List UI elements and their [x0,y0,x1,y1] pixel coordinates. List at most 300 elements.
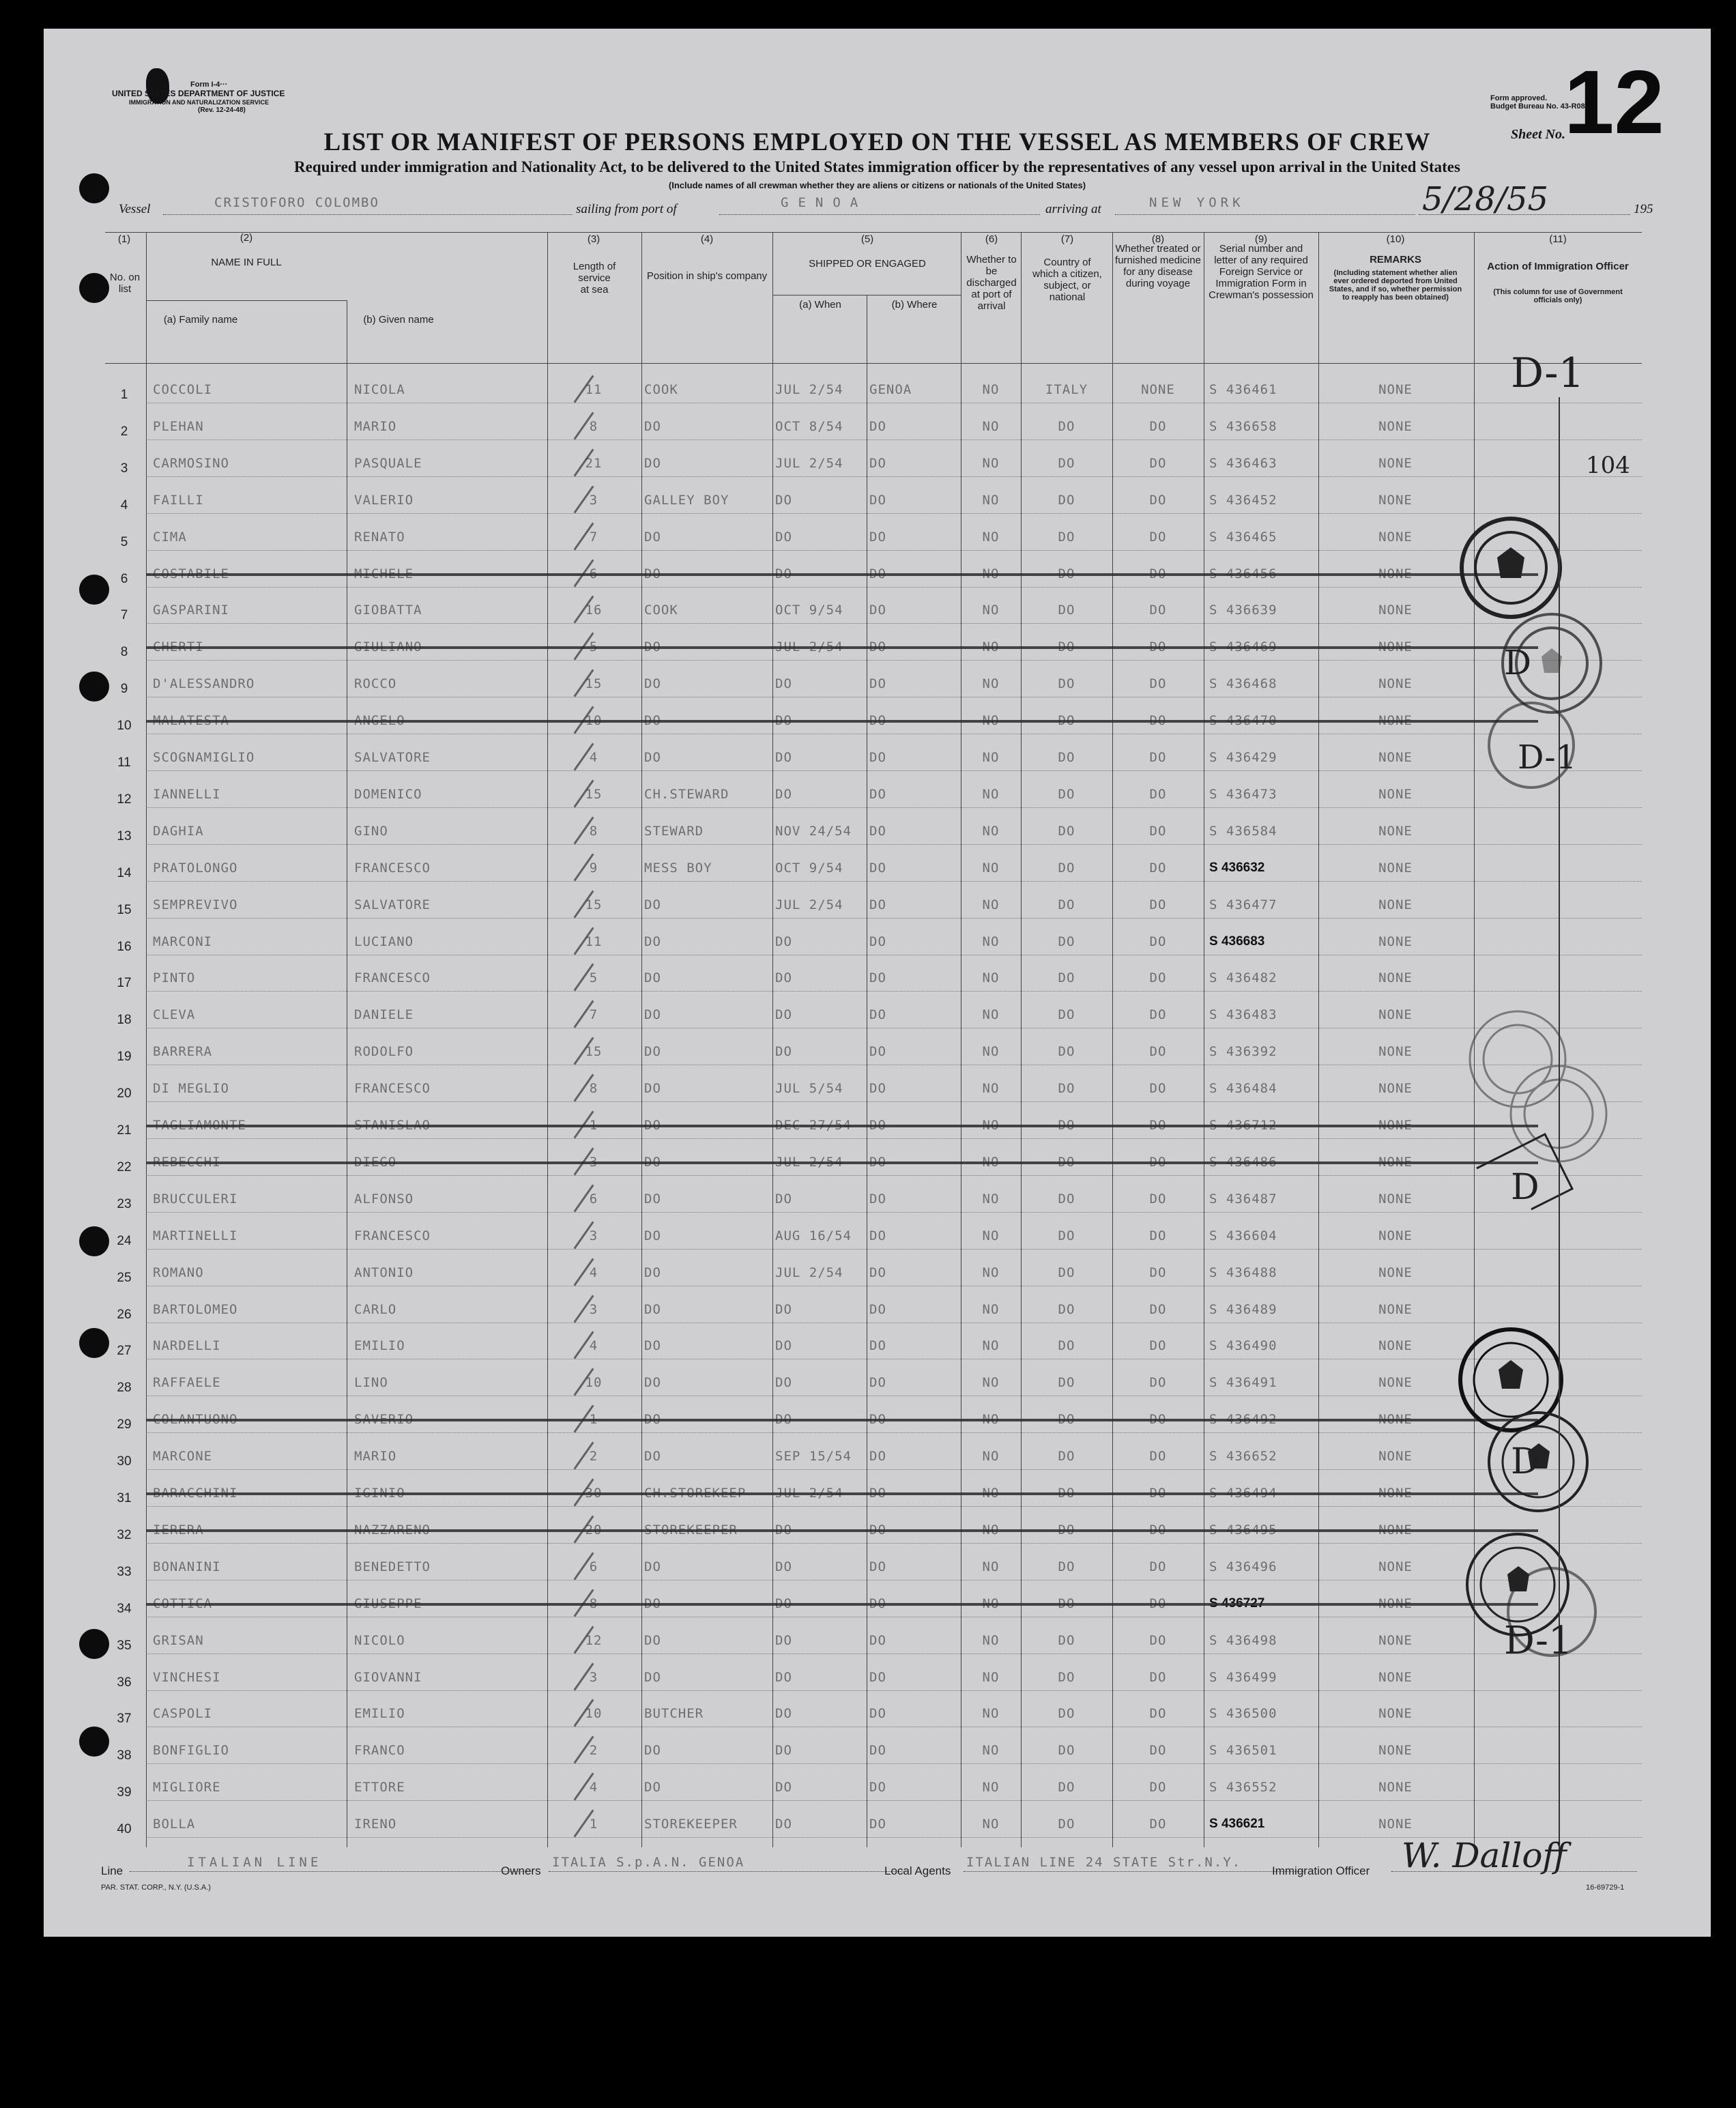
cell-rem: NONE [1378,1301,1413,1317]
cell-pos: MESS BOY [644,860,712,876]
row-number: 29 [117,1417,132,1432]
row-rule [146,807,1642,808]
cell-dis: NO [982,455,1000,471]
cell-when: DO [775,492,792,508]
col5-header: SHIPPED OR ENGAGED [809,258,926,270]
cell-rem: NONE [1378,1706,1413,1722]
col2-header: NAME IN FULL [211,257,282,268]
cell-dis: NO [982,897,1000,912]
cell-giv: LUCIANO [354,934,414,949]
cell-where: DO [869,603,886,618]
cell-med: DO [1149,1228,1167,1243]
cell-len: 11 [585,382,603,397]
cell-med: DO [1149,1780,1167,1795]
printer-imprint: PAR. STAT. CORP., N.Y. (U.S.A.) [101,1883,211,1892]
row-rule [146,1800,1642,1801]
row-rule [146,660,1642,661]
cell-ser: S 436465 [1209,529,1277,545]
cell-where: DO [869,1044,886,1060]
cell-giv: FRANCO [354,1743,405,1759]
cell-where: DO [869,1228,886,1243]
annotation-d-mid2: D-1 [1518,738,1577,777]
cell-giv: NICOLO [354,1632,405,1648]
port-underline [719,214,1040,215]
row-rule [146,550,1642,551]
cell-fam: BARRERA [153,1044,213,1060]
cell-where: DO [869,970,886,986]
cell-when: DO [775,1559,792,1574]
cell-giv: LINO [354,1375,388,1391]
cell-med: DO [1149,970,1167,986]
cell-when: DO [775,1817,792,1832]
cell-med: DO [1149,860,1167,876]
row-number: 20 [117,1086,132,1101]
row-rule [146,881,1642,882]
cell-med: DO [1149,1301,1167,1317]
row-rule [146,1763,1642,1764]
cell-where: DO [869,1559,886,1574]
row-rule [146,1469,1642,1470]
cell-fam: GRISAN [153,1632,204,1648]
cell-len: 4 [589,750,598,765]
cell-ser: S 436491 [1209,1375,1277,1391]
cell-fam: SEMPREVIVO [153,897,238,912]
cell-pos: COOK [644,382,678,397]
cell-len: 5 [589,970,598,986]
cell-where: DO [869,529,886,545]
cell-pos: DO [644,1228,661,1243]
cell-med: DO [1149,1632,1167,1648]
row-number: 28 [117,1381,132,1396]
cell-len: 6 [589,1559,598,1574]
cell-when: DO [775,1669,792,1685]
row-number: 17 [117,976,132,991]
cell-fam: DI MEGLIO [153,1081,229,1097]
cell-len: 2 [589,1449,598,1464]
cell-rem: NONE [1378,860,1413,876]
cell-len: 15 [585,1044,603,1060]
cell-rem: NONE [1378,1817,1413,1832]
col9-number: (9) [1254,233,1268,245]
cell-pos: COOK [644,603,678,618]
cell-when: DO [775,786,792,802]
cell-len: 15 [585,897,603,912]
cell-med: DO [1149,1743,1167,1759]
cell-cty: DO [1058,1338,1075,1354]
cell-ser: S 436621 [1209,1817,1265,1832]
cell-dis: NO [982,1632,1000,1648]
cell-cty: DO [1058,1559,1075,1574]
cell-dis: NO [982,970,1000,986]
annotation-d-bottom: D-1 [1504,1619,1573,1663]
cell-cty: DO [1058,1743,1075,1759]
cell-rem: NONE [1378,676,1413,692]
cell-ser: S 436658 [1209,418,1277,434]
row-number: 32 [117,1527,132,1542]
row-number: 12 [117,792,132,807]
cell-where: DO [869,1007,886,1023]
cell-giv: DANIELE [354,1007,414,1023]
cell-fam: RAFFAELE [153,1375,221,1391]
cell-ser: S 436639 [1209,603,1277,618]
department: UNITED STATES DEPARTMENT OF JUSTICE [112,89,285,98]
col6-header: Whether to be discharged at port of arrival [966,254,1017,312]
col11-number: (11) [1549,233,1567,245]
cell-rem: NONE [1378,492,1413,508]
cell-fam: MARCONE [153,1449,213,1464]
cell-fam: CLEVA [153,1007,196,1023]
cell-when: DO [775,676,792,692]
row-rule [146,439,1642,440]
cell-pos: DO [644,1669,661,1685]
row-number: 31 [117,1491,132,1505]
cell-med: DO [1149,823,1167,839]
cell-med: DO [1149,786,1167,802]
cell-dis: NO [982,860,1000,876]
cell-giv: ANTONIO [354,1265,414,1280]
cell-cty: DO [1058,1007,1075,1023]
cell-cty: DO [1058,1706,1075,1722]
cell-giv: IRENO [354,1817,397,1832]
cell-rem: NONE [1378,750,1413,765]
cell-fam: BARTOLOMEO [153,1301,238,1317]
cell-cty: DO [1058,860,1075,876]
col10-number: (10) [1386,233,1405,245]
cell-giv: DOMENICO [354,786,422,802]
cell-fam: BOLLA [153,1817,196,1832]
row-number: 22 [117,1159,132,1174]
line-underline [130,1871,532,1872]
cell-cty: DO [1058,934,1075,949]
cell-pos: DO [644,1301,661,1317]
cell-len: 15 [585,676,603,692]
cell-where: DO [869,1669,886,1685]
cell-rem: NONE [1378,1743,1413,1759]
row-rule [146,1543,1642,1544]
cell-when: OCT 9/54 [775,860,843,876]
cell-fam: GASPARINI [153,603,229,618]
cell-ser: S 436496 [1209,1559,1277,1574]
row-rule [146,623,1642,624]
cell-med: DO [1149,1007,1167,1023]
cell-fam: PINTO [153,970,196,986]
cell-rem: NONE [1378,934,1413,949]
year-suffix: 195 [1634,202,1653,216]
cell-giv: FRANCESCO [354,860,431,876]
cell-rem: NONE [1378,1669,1413,1685]
cell-med: DO [1149,1559,1167,1574]
cell-ser: S 436461 [1209,382,1277,397]
cell-pos: DO [644,1007,661,1023]
cell-giv: SALVATORE [354,897,431,912]
cell-cty: DO [1058,1632,1075,1648]
cell-dis: NO [982,1081,1000,1097]
row-number: 40 [117,1822,132,1837]
cell-len: 3 [589,492,598,508]
col6-number: (6) [985,233,998,245]
cell-giv: RODOLFO [354,1044,414,1060]
cell-rem: NONE [1378,1081,1413,1097]
cell-ser: S 436429 [1209,750,1277,765]
row-number: 4 [120,497,128,512]
cell-where: DO [869,934,886,949]
officer-label: Immigration Officer [1272,1864,1370,1877]
arriving-underline [1115,214,1415,215]
cell-when: DO [775,1743,792,1759]
cell-where: DO [869,455,886,471]
cell-med: DO [1149,455,1167,471]
col4-number: (4) [700,233,714,245]
cell-pos: GALLEY BOY [644,492,729,508]
cell-med: DO [1149,1265,1167,1280]
cell-len: 1 [589,1817,598,1832]
cell-cty: DO [1058,1265,1075,1280]
cell-pos: DO [644,1044,661,1060]
cell-rem: NONE [1378,1044,1413,1060]
cell-where: DO [869,1632,886,1648]
arriving-port: NEW YORK [1149,195,1245,210]
row-rule [146,1101,1642,1102]
cell-giv: CARLO [354,1301,397,1317]
cell-cty: DO [1058,786,1075,802]
cell-cty: DO [1058,529,1075,545]
cell-len: 8 [589,823,598,839]
cell-fam: PLEHAN [153,418,204,434]
cell-fam: BONANINI [153,1559,221,1574]
cell-med: DO [1149,492,1167,508]
cell-when: DO [775,1338,792,1354]
cell-cty: DO [1058,603,1075,618]
cell-giv: GIOVANNI [354,1669,422,1685]
row-number: 3 [120,461,128,476]
cell-len: 10 [585,1375,603,1391]
cell-cty: DO [1058,1669,1075,1685]
cell-len: 16 [585,603,603,618]
cell-when: JUL 2/54 [775,1265,843,1280]
row-rule [146,844,1642,845]
cell-dis: NO [982,418,1000,434]
agents-underline [964,1871,1305,1872]
cell-med: DO [1149,1081,1167,1097]
cell-cty: DO [1058,897,1075,912]
binder-hole [79,273,109,303]
cell-med: DO [1149,934,1167,949]
cell-where: DO [869,1817,886,1832]
cell-giv: PASQUALE [354,455,422,471]
row-rule [146,1432,1642,1433]
cell-fam: BONFIGLIO [153,1743,229,1759]
cell-giv: EMILIO [354,1338,405,1354]
cell-med: DO [1149,1706,1167,1722]
cell-ser: S 436652 [1209,1449,1277,1464]
vessel-label: Vessel [119,202,151,216]
cell-when: JUL 5/54 [775,1081,843,1097]
cell-where: DO [869,1081,886,1097]
cell-rem: NONE [1378,1449,1413,1464]
strikethrough-line [146,1603,1538,1606]
row-rule [146,587,1642,588]
cell-fam: COCCOLI [153,382,213,397]
cell-dis: NO [982,1817,1000,1832]
cell-rem: NONE [1378,529,1413,545]
cell-med: DO [1149,1817,1167,1832]
cell-ser: S 436499 [1209,1669,1277,1685]
cell-dis: NO [982,1780,1000,1795]
row-number: 30 [117,1454,132,1469]
cell-dis: NO [982,1449,1000,1464]
col7-number: (7) [1060,233,1074,245]
row-number: 10 [117,719,132,734]
cell-len: 6 [589,1191,598,1207]
consular-seal-stamp-2 [1449,984,1640,1271]
row-number: 8 [120,645,128,660]
cell-pos: DO [644,1632,661,1648]
strikethrough-line [146,1125,1538,1127]
cell-where: DO [869,750,886,765]
cell-ser: S 436482 [1209,970,1277,986]
line-label: Line [101,1864,124,1877]
cell-pos: DO [644,1191,661,1207]
col1-header: No. on list [109,272,141,295]
row-number: 27 [117,1344,132,1359]
cell-len: 8 [589,418,598,434]
cell-cty: DO [1058,750,1075,765]
cell-pos: STOREKEEPER [644,1817,738,1832]
cell-cty: DO [1058,970,1075,986]
cell-dis: NO [982,676,1000,692]
service: IMMIGRATION AND NATURALIZATION SERVICE [129,99,269,106]
cell-pos: DO [644,1081,661,1097]
row-number: 18 [117,1013,132,1028]
cell-ser: S 436501 [1209,1743,1277,1759]
cell-dis: NO [982,823,1000,839]
annotation-d-low: D [1511,1167,1539,1208]
cell-fam: VINCHESI [153,1669,221,1685]
cell-rem: NONE [1378,786,1413,802]
cell-len: 3 [589,1669,598,1685]
cell-dis: NO [982,786,1000,802]
owners-value: ITALIA S.p.A.N. GENOA [552,1855,745,1870]
cell-giv: FRANCESCO [354,1228,431,1243]
cell-ser: S 436392 [1209,1044,1277,1060]
cell-dis: NO [982,934,1000,949]
cell-when: DO [775,1375,792,1391]
row-number: 21 [117,1123,132,1138]
cell-len: 8 [589,1081,598,1097]
cell-ser: S 436498 [1209,1632,1277,1648]
cell-pos: DO [644,897,661,912]
row-number: 13 [117,828,132,843]
cell-when: DO [775,934,792,949]
strikethrough-line [146,646,1538,649]
col4-header: Position in ship's company [646,270,768,282]
cell-len: 10 [585,1706,603,1722]
cell-where: DO [869,1265,886,1280]
sheet-label: Sheet No. [1511,127,1565,142]
cell-cty: DO [1058,1817,1075,1832]
cell-rem: NONE [1378,1191,1413,1207]
col2a-header: (a) Family name [163,314,238,326]
cell-giv: ETTORE [354,1780,405,1795]
cell-rem: NONE [1378,1780,1413,1795]
cell-cty: DO [1058,418,1075,434]
cell-cty: DO [1058,492,1075,508]
cell-len: 11 [585,934,603,949]
cell-med: DO [1149,1449,1167,1464]
cell-giv: MARIO [354,418,397,434]
cell-dis: NO [982,382,1000,397]
cell-pos: BUTCHER [644,1706,704,1722]
row-rule [146,1212,1642,1213]
annotation-d-low2: D [1511,1441,1539,1482]
col1-number: (1) [117,233,131,245]
cell-cty: DO [1058,1375,1075,1391]
cell-ser: S 436473 [1209,786,1277,802]
cell-where: DO [869,492,886,508]
cell-where: DO [869,1191,886,1207]
consular-seal-stamp [1449,493,1640,889]
col10-header: REMARKS [1370,254,1421,265]
cell-where: DO [869,1743,886,1759]
cell-len: 3 [589,1301,598,1317]
cell-pos: DO [644,934,661,949]
cell-where: DO [869,1780,886,1795]
cell-giv: EMILIO [354,1706,405,1722]
row-rule [146,476,1642,477]
cell-rem: NONE [1378,1265,1413,1280]
col9-header: Serial number and letter of any required Foreign Service or Immigration Form in Crewman's possession [1209,243,1314,301]
row-number: 19 [117,1050,132,1065]
cell-rem: NONE [1378,823,1413,839]
cell-pos: DO [644,455,661,471]
row-rule [146,991,1642,992]
cell-when: DO [775,1044,792,1060]
cell-dis: NO [982,1007,1000,1023]
cell-med: DO [1149,676,1167,692]
owners-label: Owners [501,1864,541,1877]
cell-ser: S 436500 [1209,1706,1277,1722]
row-number: 37 [117,1712,132,1727]
cell-fam: BRUCCULERI [153,1191,238,1207]
strikethrough-line [146,1492,1538,1495]
cell-pos: DO [644,529,661,545]
cell-pos: DO [644,1780,661,1795]
officer-signature: W. Dalloff [1402,1836,1567,1875]
annotation-d-mid: D [1504,643,1532,682]
row-number: 5 [120,534,128,549]
row-number: 9 [120,682,128,697]
cell-ser: S 436463 [1209,455,1277,471]
cell-fam: MARTINELLI [153,1228,238,1243]
cell-when: DO [775,529,792,545]
cell-pos: STEWARD [644,823,704,839]
cell-when: DO [775,1191,792,1207]
cell-giv: VALERIO [354,492,414,508]
date-underline [1419,214,1630,215]
cell-len: 12 [585,1632,603,1648]
arrival-date: 5/28/55 [1422,180,1549,218]
cell-cty: DO [1058,1780,1075,1795]
cell-when: OCT 9/54 [775,603,843,618]
cell-cty: DO [1058,1191,1075,1207]
cell-fam: ROMANO [153,1265,204,1280]
row-number: 1 [120,388,128,402]
strikethrough-line [146,1161,1538,1164]
cell-pos: DO [644,970,661,986]
cell-len: 2 [589,1743,598,1759]
cell-pos: DO [644,1375,661,1391]
cell-when: JUL 2/54 [775,382,843,397]
